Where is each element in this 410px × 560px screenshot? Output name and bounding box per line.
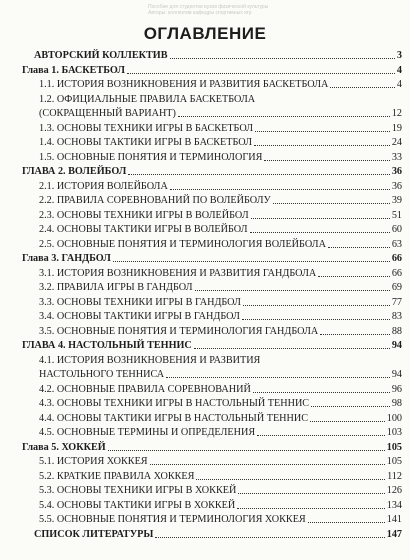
toc-entry-page-number: 36 (391, 166, 402, 177)
toc-leader-dots (196, 479, 385, 480)
toc-entry (22, 210, 402, 221)
toc-entry (22, 529, 402, 540)
toc-entry (22, 195, 402, 206)
toc-leader-dots (320, 334, 390, 335)
toc-entry (22, 79, 402, 90)
toc-leader-dots (242, 319, 390, 320)
toc-entry-page-number: 4 (396, 64, 402, 76)
toc-entry (22, 326, 402, 337)
toc-entry-page-number: 4 (396, 79, 402, 90)
toc-entry-page-number: 105 (386, 456, 402, 467)
toc-entry-title: 2.3. ОСНОВЫ ТЕХНИКИ ИГРЫ В ВОЛЕЙБОЛ (39, 209, 249, 221)
toc-entry (22, 514, 402, 525)
toc-entry-title: 4.4. ОСНОВЫ ТАКТИКИ ИГРЫ В НАСТОЛЬНЫЙ ТЕННИС (39, 412, 309, 424)
toc-leader-dots (150, 464, 385, 465)
toc-entry-page-number: 24 (391, 137, 402, 148)
toc-entry-page-number: 94 (391, 369, 402, 380)
toc-leader-dots (243, 305, 390, 306)
toc-entry-title: ГЛАВА 2. ВОЛЕЙБОЛ (22, 166, 127, 177)
toc-entry (22, 355, 402, 366)
toc-entry (22, 108, 402, 119)
toc-entry-title: 1.2. ОФИЦИАЛЬНЫЕ ПРАВИЛА БАСКЕТБОЛА (39, 93, 256, 105)
toc-entry-title: 3.1. ИСТОРИЯ ВОЗНИКНОВЕНИЯ И РАЗВИТИЯ ГАНДБОЛА (39, 267, 317, 279)
toc-entry-page-number: 147 (386, 528, 402, 540)
toc-leader-dots (308, 522, 385, 523)
toc-leader-dots (328, 247, 390, 248)
toc-leader-dots (155, 537, 384, 538)
toc-entry-title: 4.5. ОСНОВНЫЕ ТЕРМИНЫ И ОПРЕДЕЛЕНИЯ (39, 427, 256, 438)
toc-leader-dots (311, 406, 390, 407)
toc-leader-dots (250, 232, 390, 233)
toc-entry (22, 442, 402, 453)
toc-leader-dots (253, 392, 390, 393)
toc-leader-dots (170, 58, 395, 59)
toc-entry-page-number: 88 (391, 325, 402, 337)
toc-entry (22, 500, 402, 511)
toc-entry (22, 398, 402, 409)
toc-leader-dots (195, 290, 390, 291)
toc-entry (22, 50, 402, 61)
toc-entry (22, 239, 402, 250)
page-title: ОГЛАВЛЕНИЕ (143, 24, 267, 43)
toc-entry-title: 4.2. ОСНОВНЫЕ ПРАВИЛА СОРЕВНОВАНИЙ (39, 383, 251, 395)
toc-entry-title: 2.2. ПРАВИЛА СОРЕВНОВАНИЙ ПО ВОЛЕЙБОЛУ (39, 195, 271, 206)
toc-entry-page-number: 51 (391, 209, 402, 221)
toc-entry (22, 65, 402, 76)
toc-entry-title: 4.1. ИСТОРИЯ ВОЗНИКНОВЕНИЯ И РАЗВИТИЯ (39, 354, 261, 366)
toc-leader-dots (166, 377, 390, 378)
table-of-contents (22, 50, 402, 540)
toc-entry-page-number: 69 (391, 282, 402, 293)
toc-entry-title: ГЛАВА 4. НАСТОЛЬНЫЙ ТЕННИС (22, 340, 192, 351)
toc-entry (22, 413, 402, 424)
toc-leader-dots (170, 189, 390, 190)
toc-entry-title: 5.2. КРАТКИЕ ПРАВИЛА ХОККЕЯ (39, 470, 195, 482)
toc-entry-title: 2.1. ИСТОРИЯ ВОЛЕЙБОЛА (39, 180, 168, 192)
toc-entry-title: 5.1. ИСТОРИЯ ХОККЕЯ (39, 456, 148, 467)
toc-entry-title: 3.4. ОСНОВЫ ТАКТИКИ ИГРЫ В ГАНДБОЛ (39, 311, 240, 322)
toc-entry-page-number: 105 (386, 441, 402, 453)
toc-entry-page-number: 60 (391, 224, 402, 235)
toc-entry (22, 282, 402, 293)
toc-leader-dots (273, 203, 390, 204)
toc-entry (22, 471, 402, 482)
toc-entry (22, 456, 402, 467)
toc-leader-dots (108, 450, 385, 451)
toc-leader-dots (178, 116, 390, 117)
toc-entry-title: 1.1. ИСТОРИЯ ВОЗНИКНОВЕНИЯ И РАЗВИТИЯ БАСКЕТБОЛА (39, 79, 329, 90)
toc-entry-page-number: 3 (396, 50, 402, 61)
toc-entry (22, 94, 402, 105)
toc-entry-title: Глава 1. БАСКЕТБОЛ (22, 64, 125, 76)
toc-entry-page-number: 66 (391, 267, 402, 279)
toc-leader-dots (330, 87, 395, 88)
toc-entry-title: (СОКРАЩЕННЫЙ ВАРИАНТ) (39, 108, 176, 119)
toc-entry-page-number: 100 (386, 412, 402, 424)
toc-entry-page-number: 98 (391, 398, 402, 409)
toc-leader-dots (264, 160, 389, 161)
toc-entry-page-number: 12 (391, 108, 402, 119)
toc-leader-dots (238, 493, 384, 494)
toc-leader-dots (128, 174, 389, 175)
bleed-through-text: Пособие для студентов вузов физической культуры Авторы: коллектив кафедры спортивных игр (148, 4, 269, 16)
toc-entry (22, 297, 402, 308)
toc-entry (22, 427, 402, 438)
toc-entry-page-number: 39 (391, 195, 402, 206)
toc-entry-title: Глава 5. ХОККЕЙ (22, 441, 106, 453)
toc-entry-page-number: 33 (391, 151, 402, 163)
toc-entry (22, 384, 402, 395)
toc-entry-page-number: 94 (391, 340, 402, 351)
toc-leader-dots (113, 261, 390, 262)
toc-entry (22, 268, 402, 279)
toc-entry-page-number: 112 (387, 470, 402, 482)
toc-entry (22, 340, 402, 351)
toc-entry-page-number: 126 (386, 485, 402, 496)
toc-leader-dots (194, 348, 390, 349)
toc-entry-title: 3.2. ПРАВИЛА ИГРЫ В ГАНДБОЛ (39, 282, 193, 293)
toc-entry-page-number: 103 (386, 427, 402, 438)
toc-entry-title: Глава 3. ГАНДБОЛ (22, 253, 111, 264)
toc-leader-dots (257, 435, 385, 436)
toc-entry-title: СПИСОК ЛИТЕРАТУРЫ (34, 528, 154, 540)
toc-entry-page-number: 19 (391, 122, 402, 134)
toc-entry-title: НАСТОЛЬНОГО ТЕННИСА (39, 369, 165, 380)
toc-entry-title: 5.5. ОСНОВНЫЕ ПОНЯТИЯ И ТЕРМИНОЛОГИЯ ХОККЕЯ (39, 514, 306, 525)
toc-leader-dots (255, 131, 390, 132)
toc-entry-page-number: 36 (391, 180, 402, 192)
toc-leader-dots (310, 421, 385, 422)
toc-entry-title: 1.3. ОСНОВЫ ТЕХНИКИ ИГРЫ В БАСКЕТБОЛ (39, 122, 254, 134)
toc-entry (22, 369, 402, 380)
toc-entry-title: 5.3. ОСНОВЫ ТЕХНИКИ ИГРЫ В ХОККЕЙ (39, 485, 237, 496)
toc-entry-title: 2.4. ОСНОВЫ ТАКТИКИ ИГРЫ В ВОЛЕЙБОЛ (39, 224, 248, 235)
toc-leader-dots (251, 218, 390, 219)
toc-entry (22, 224, 402, 235)
toc-entry-title: 1.5. ОСНОВНЫЕ ПОНЯТИЯ И ТЕРМИНОЛОГИЯ (39, 151, 263, 163)
toc-entry-title: 5.4. ОСНОВЫ ТАКТИКИ ИГРЫ В ХОККЕЙ (39, 499, 236, 511)
toc-leader-dots (318, 276, 390, 277)
toc-entry-page-number: 66 (391, 253, 402, 264)
toc-entry (22, 123, 402, 134)
toc-leader-dots (127, 73, 395, 74)
toc-entry-title: 3.3. ОСНОВЫ ТЕХНИКИ ИГРЫ В ГАНДБОЛ (39, 296, 241, 308)
toc-entry (22, 166, 402, 177)
toc-entry-page-number: 141 (386, 514, 402, 525)
toc-entry (22, 311, 402, 322)
toc-entry (22, 253, 402, 264)
toc-leader-dots (237, 508, 384, 509)
toc-entry-page-number: 77 (391, 296, 402, 308)
toc-leader-dots (254, 145, 390, 146)
toc-entry-title: 1.4. ОСНОВЫ ТАКТИКИ ИГРЫ В БАСКЕТБОЛ (39, 137, 253, 148)
toc-entry-title: 2.5. ОСНОВНЫЕ ПОНЯТИЯ И ТЕРМИНОЛОГИЯ ВОЛЕЙБОЛА (39, 238, 326, 250)
toc-entry-title: 3.5. ОСНОВНЫЕ ПОНЯТИЯ И ТЕРМИНОЛОГИЯ ГАНДБОЛА (39, 325, 319, 337)
toc-entry-page-number: 134 (386, 499, 402, 511)
toc-entry (22, 137, 402, 148)
toc-entry (22, 152, 402, 163)
toc-entry (22, 485, 402, 496)
toc-entry-title: 4.3. ОСНОВЫ ТЕХНИКИ ИГРЫ В НАСТОЛЬНЫЙ ТЕННИС (39, 398, 310, 409)
toc-entry-page-number: 96 (391, 383, 402, 395)
toc-entry-page-number: 63 (391, 238, 402, 250)
toc-entry-title: АВТОРСКИЙ КОЛЛЕКТИВ (34, 50, 168, 61)
toc-entry-page-number: 83 (391, 311, 402, 322)
toc-entry (22, 181, 402, 192)
